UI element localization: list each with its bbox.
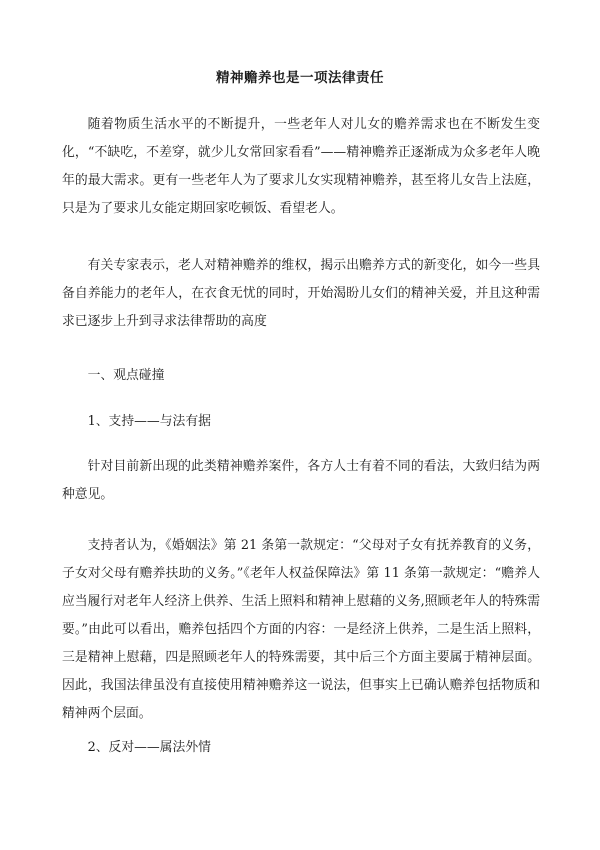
paragraph-supporters-argument: 支持者认为，《婚姻法》第 21 条第一款规定：“父母对子女有抚养教育的义务，子女对父母有赡养扶助的义务。”《老年人权益保障法》第 11 条第一款规定：“赡养人应当履行对老年人经济上供养、生活上照料和精神上慰藉的义务,照顾老年人的特殊需要。”由此可以看出，赡养包括四个方面的内容：一是经济上供养，二是生活上照料，三是精神上慰藉，四是照顾老年人的特殊需要，其中后三个方面主要属于精神层面。因此，我国法律虽没有直接使用精神赡养这一说法，但事实上已确认赡养包括物质和精神两个层面。 — [62, 538, 540, 721]
subsection-heading-oppose: 2、反对——属法外情 — [87, 740, 211, 755]
paragraph-intro: 随着物质生活水平的不断提升，一些老年人对儿女的赡养需求也在不断发生变化，“不缺吃，不差穿，就少儿女常回家看看”——精神赡养正逐渐成为众多老年人晚年的最大需求。更有一些老年人为了要求儿女实现精神赡养，甚至将儿女告上法庭，只是为了要求儿女能定期回家吃顿饭、看望老人。 — [62, 117, 540, 216]
paragraph-expert-view: 有关专家表示，老人对精神赡养的维权，揭示出赡养方式的新变化，如今一些具备自养能力的老年人，在衣食无忧的同时，开始渴盼儿女们的精神关爱，并且这种需求已逐步上升到寻求法律帮助的高度 — [62, 258, 540, 329]
section-heading-viewpoints: 一、观点碰撞 — [87, 368, 165, 383]
subsection-heading-support: 1、支持——与法有据 — [87, 414, 211, 429]
paragraph-two-views: 针对目前新出现的此类精神赡养案件，各方人士有着不同的看法，大致归结为两种意见。 — [62, 459, 540, 502]
document-title: 精神赡养也是一项法律责任 — [216, 70, 384, 86]
